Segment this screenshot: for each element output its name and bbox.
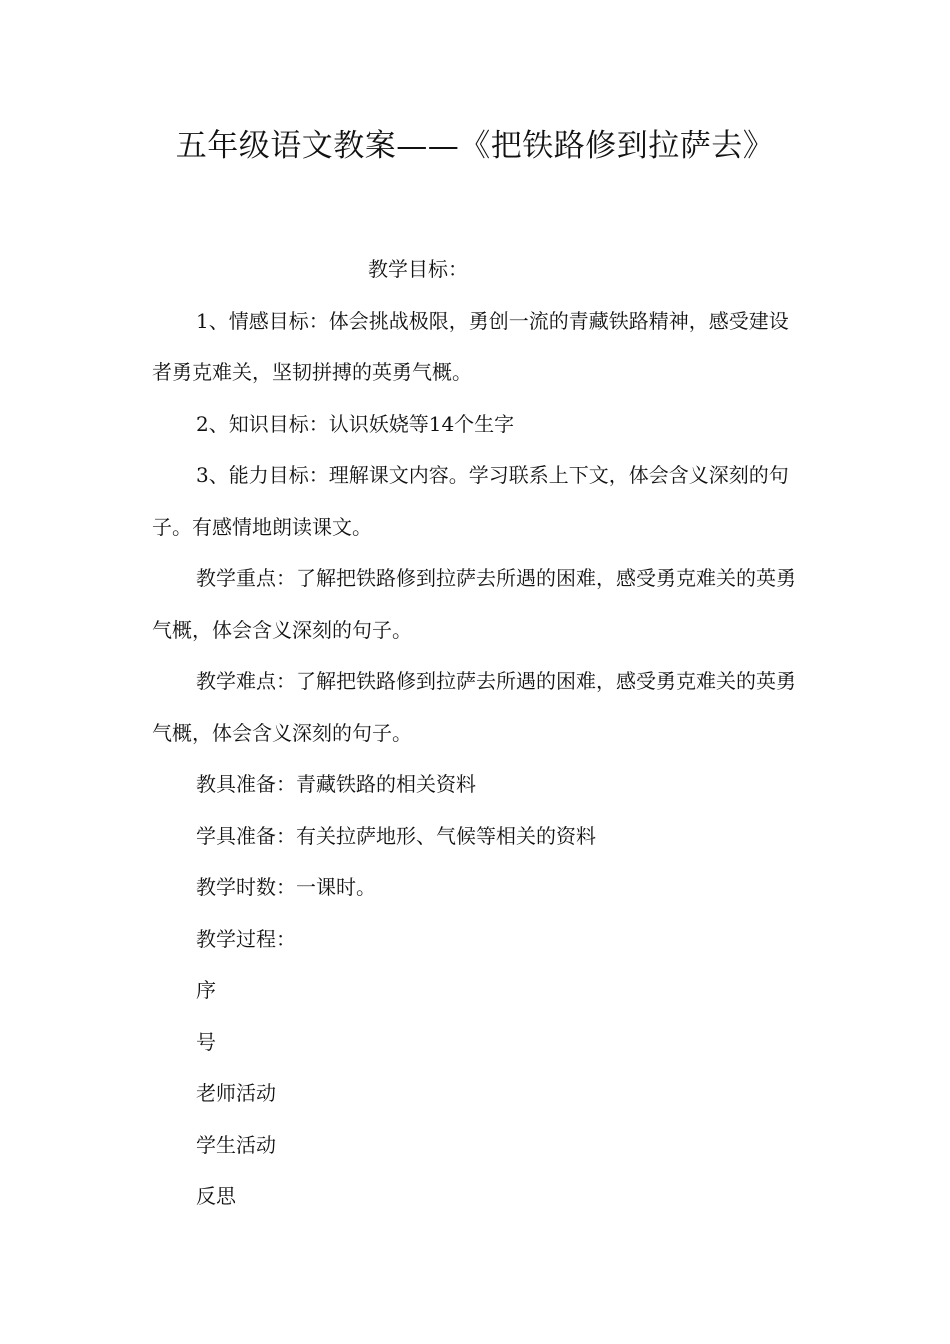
teaching-aids: 教具准备：青藏铁路的相关资料: [196, 772, 476, 796]
emotional-objective: 1、情感目标：体会挑战极限，勇创一流的青藏铁路精神，感受建设者勇克难关，坚韧拼搏的英勇气概。: [152, 308, 789, 384]
document-body: [152, 244, 800, 1223]
table-header-serial-1: 序: [196, 978, 216, 1002]
teaching-difficulties: 教学难点：了解把铁路修到拉萨去所遇的困难，感受勇克难关的英勇气概，体会含义深刻的句子。: [152, 669, 796, 745]
teaching-process-heading: 教学过程：: [196, 926, 296, 951]
table-header-serial-2: 号: [196, 1029, 216, 1054]
document-title: 五年级语文教案——《把铁路修到拉萨去》: [175, 128, 775, 164]
student-materials: 学具准备：有关拉萨地形、气候等相关的资料: [196, 823, 596, 848]
table-header-teacher-activity: 老师活动: [196, 1081, 276, 1105]
knowledge-objective: 2、知识目标：认识妖娆等14个生字: [196, 411, 515, 436]
table-header-student-activity: 学生活动: [196, 1132, 276, 1157]
table-header-reflection: 反思: [196, 1184, 236, 1208]
teaching-objectives-heading: 教学目标：: [368, 257, 468, 281]
class-hours: 教学时数：一课时。: [196, 875, 376, 899]
teaching-key-points: 教学重点：了解把铁路修到拉萨去所遇的困难，感受勇克难关的英勇气概，体会含义深刻的句子。: [152, 566, 796, 642]
ability-objective: 3、能力目标：理解课文内容。学习联系上下文，体会含义深刻的句子。有感情地朗读课文。: [152, 463, 789, 539]
